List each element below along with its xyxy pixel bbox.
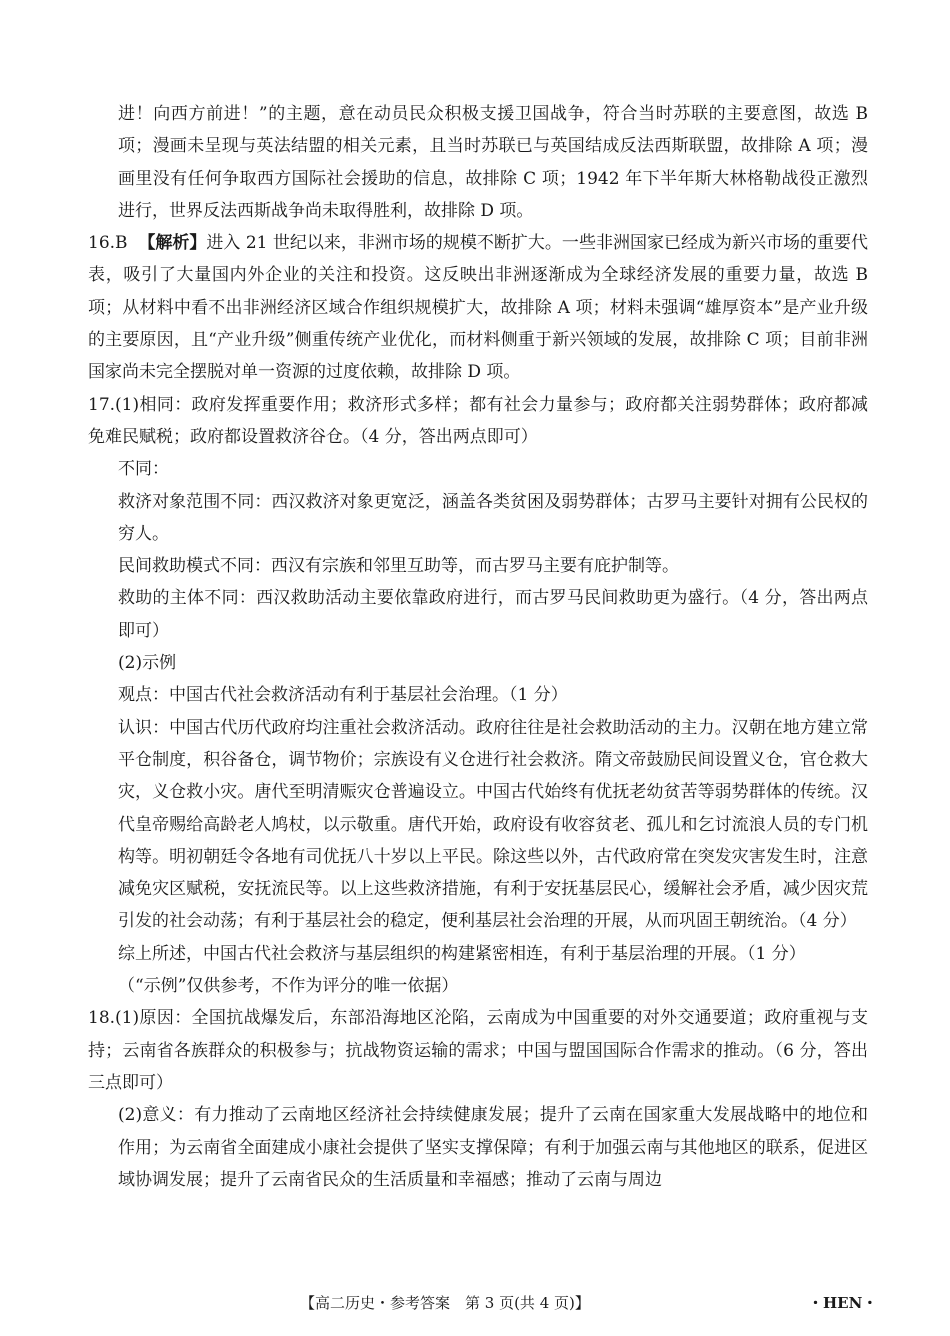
q17-part1-similarity	[88, 389, 868, 454]
footer-page-info: 【高二历史・参考答案 第 3 页(共 4 页)】	[300, 1294, 590, 1312]
q17-difference-heading: 不同：	[118, 459, 169, 480]
q18-reasons-text: (1)原因：全国抗战爆发后，东部沿海地区沦陷，云南成为中国重要的对外交通要道；政府重视与支持；云南省各族群众的积极参与；抗战物资运输的需求；中国与盟国国际合作需求的推动。（6 分，答出三点即可）	[88, 1008, 868, 1093]
q17-difference-subject: 救助的主体不同：西汉救助活动主要依靠政府进行，而古罗马民间救助更为盛行。（4 分，答出两点即可）	[118, 588, 868, 641]
q18-block	[88, 1002, 868, 1196]
q17-similarity-text: (1)相同：政府发挥重要作用；救济形式多样；都有社会力量参与；政府都关注弱势群体；政府都减免难民赋税；政府都设置救济谷仓。（4 分，答出两点即可）	[88, 394, 868, 447]
q16-answer: B	[115, 233, 128, 254]
q17-part2-heading: (2)示例	[118, 653, 177, 674]
q17-difference-mode: 民间救助模式不同：西汉有宗族和邻里互助等，而古罗马主要有庇护制等。	[118, 556, 679, 577]
q17-conclusion: 综上所述，中国古代社会救济与基层组织的构建紧密相连，有利于基层治理的开展。（1 分）	[118, 943, 806, 964]
q18-part1-reasons	[88, 1002, 868, 1099]
q16-block	[88, 227, 868, 388]
q18-number: 18.	[88, 1008, 116, 1029]
q15-continuation	[88, 98, 868, 227]
q18-part2-significance: (2)意义：有力推动了云南地区经济社会持续健康发展；提升了云南在国家重大发展战略中的地位和作用；为云南省全面建成小康社会提供了坚实支撑保障；有利于加强云南与其他地区的联系，促进区域协调发展；提升了云南省民众的生活质量和幸福感；推动了云南与周边	[118, 1105, 868, 1190]
q17-number: 17.	[88, 394, 116, 415]
page-footer	[0, 1292, 950, 1322]
q17-difference-scope: 救济对象范围不同：西汉救济对象更宽泛，涵盖各类贫困及弱势群体；古罗马主要针对拥有公民权的穷人。	[118, 491, 868, 544]
q16-analysis-label: 【解析】	[138, 233, 207, 254]
q16-text: 进入 21 世纪以来，非洲市场的规模不断扩大。一些非洲国家已经成为新兴市场的重要代表，吸引了大量国内外企业的关注和投资。这反映出非洲逐渐成为全球经济发展的重要力量，故选 B 项；从材料中看不出非洲经济区域合作组织规模扩大，故排除 A 项；材料未强调“雄厚资本”是产业升级的主要原因，且“产业升级”侧重传统产业优化，而材料侧重于新兴领域的发展，故排除 C 项；目前非洲国家尚未完全摆脱对单一资源的过度依赖，故排除 D 项。	[88, 233, 869, 383]
q16-number: 16.	[88, 233, 116, 254]
q17-block	[88, 389, 868, 1003]
answer-content	[88, 98, 868, 1196]
q17-note: （“示例”仅供参考，不作为评分的唯一依据）	[118, 976, 459, 997]
q15-continuation-text: 进！向西方前进！”的主题，意在动员民众积极支援卫国战争，符合当时苏联的主要意图，故选 B 项；漫画未呈现与英法结盟的相关元素，且当时苏联已与英国结成反法西斯联盟，故排除 A 项；漫画里没有任何争取西方国际社会援助的信息，故排除 C 项；1942 年下半年斯大林格勒战役正激烈进行，世界反法西斯战争尚未取得胜利，故排除 D 项。	[118, 104, 868, 221]
q17-understanding: 认识：中国古代历代政府均注重社会救济活动。政府往往是社会救助活动的主力。汉朝在地方建立常平仓制度，积谷备仓，调节物价；宗族设有义仓进行社会救济。隋文帝鼓励民间设置义仓，官仓救大灾，义仓救小灾。唐代至明清赈灾仓普遍设立。中国古代始终有优抚老幼贫苦等弱势群体的传统。汉代皇帝赐给高龄老人鸠杖，以示敬重。唐代开始，政府设有收容贫老、孤儿和乞讨流浪人员的专门机构等。明初朝廷令各地有司优抚八十岁以上平民。除这些以外，古代政府常在突发灾害发生时，注意减免灾区赋税，安抚流民等。以上这些救济措施，有利于安抚基层民心，缓解社会矛盾，减少因灾荒引发的社会动荡；有利于基层社会的稳定，便利基层社会治理的开展，从而巩固王朝统治。（4 分）	[118, 717, 868, 932]
q17-viewpoint: 观点：中国古代社会救济活动有利于基层社会治理。（1 分）	[118, 685, 568, 706]
footer-code: ・HEN・	[808, 1294, 878, 1312]
